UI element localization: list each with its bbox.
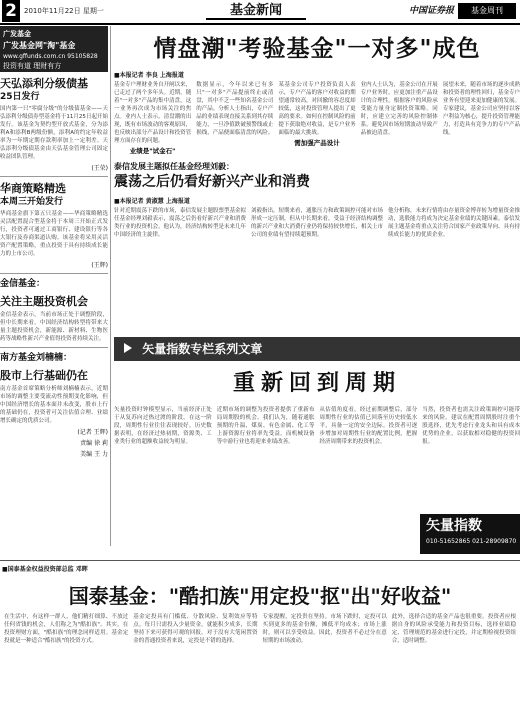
article-column: 近期市场的调整为投资者提供了重新布局周期股的机会。我们认为，随着通胀预期的升温，煤炭、有色金属、化工等上游资源行业将率先受益，而机械设备等中游行业也将迎来业绩改善。 (216, 407, 315, 445)
section-title: 基金新闻 (206, 2, 306, 20)
ad-brand: 广发基金 (3, 30, 31, 38)
designer-credit: 美编 王 力 (80, 451, 108, 458)
article-column (278, 81, 355, 157)
news1-headline: 天弘添利分级债基 (0, 77, 88, 90)
news2-signature: (王辉) (91, 262, 108, 269)
article3 (114, 404, 520, 545)
article4-headline: 国泰基金："酷扣族"用定投"抠"出"好收益" (68, 584, 452, 608)
news1-subhead: 25日发行 (0, 92, 40, 102)
news1-body: 国内第一只"零腐分级"的分级债基金——天弘添利分级债券型基金将于11月25日起开始发行。该基金为契约型开放式基金，分为添利A和添利B两级份额，添利A的约定年收益率为一年期定期存款利率加上一定利差。天弘添利分级债基金由天弘基金管理公司固定收益团队管理。 (0, 106, 108, 160)
news3-body: 金信基金表示，当前市场正处于调整阶段，但中长期来看，中国经济结构转型将带来大量主题投资机会，新能源、新材料、生物医药等战略性新兴产业值得投资者持续关注。 (0, 312, 108, 342)
lead-headline: 情盘潮"考验基金"一对多"成色 (153, 35, 481, 62)
issue-date: 2010年11月22日 星期一 (24, 7, 104, 15)
lead-article (114, 26, 520, 239)
series-label: 矢量指数专栏系列文章 (142, 342, 263, 356)
article-column: 数据显示，今年以来已有多只"一对多"产品提前终止或清盘，其中不乏一些知名基金公司的产品。分析人士指出，专户产品的业绩表现直接关系到其存续能力，一旦净值跌破预警线或止损线，产品便面临清盘的风险。 (196, 82, 274, 136)
news2-subhead: 本周三开始发行 (0, 197, 64, 207)
article-text: 基金专户理财业务自开闸以来，已走过了两个多年头。近期，随着"一对多"产品的集中清盘，这一业务再次成为市场关注的焦点。业内人士表示，清盘潮的出现，既有市场波动的客观原因，也反映出部分产品设计和投资管理方面存在的问题。 (114, 82, 192, 144)
page-header (0, 0, 520, 24)
article-column: 他分析称，未来行情将由存量资金博弈转为增量资金推动，选股能力将成为决定基金业绩的关键因素。泰信发展主题基金将重点关注符合国家产业政策导向、具有持续成长能力的优质企业。 (388, 208, 520, 238)
left-sidebar (0, 26, 111, 546)
article-column (114, 81, 191, 157)
column-subheading: 业绩是"试金石" (129, 147, 176, 155)
article2-kicker: 泰信发展主题拟任基金经理刘毅： (114, 162, 234, 171)
news4-subhead: 股市上行基础仍在 (0, 369, 88, 382)
article-column: 针对近期震荡下跌的市场，泰信发展主题股票型基金拟任基金经理刘毅表示，震荡之后仍看好新兴产业和消费类行业的投资机会。他认为，经济结构转型是未来几年中国经济的主旋律。 (114, 208, 247, 238)
article-column: 刘毅指出，短期来看，通胀压力和政策调控可能对市场形成一定压制，但从中长期来看，受益于经济结构调整的新兴产业和大消费行业仍将保持较快增长，相关上市公司的业绩有望持续超预期。 (251, 208, 384, 238)
article-column: 此外，选择合适的基金产品也很重要。投资者应根据自身的风险承受能力和投资目标，选择业绩稳定、管理规范的基金进行定投，并定期检视投资组合，适时调整。 (391, 614, 516, 644)
divider (0, 176, 108, 177)
article-column: 在生活中，有这样一群人，他们精打细算、不放过任何省钱的机会，人们称之为"酷扣族"。其实，在投资理财方面，"酷扣族"的理念同样适用。基金定投就是一种适合"酷扣族"的投资方式。 (4, 614, 129, 644)
vector-index-logo (420, 514, 520, 554)
bottom-article (0, 560, 520, 647)
article3-columns (114, 406, 520, 446)
article-column: 展望未来，随着市场的逐步成熟和投资者的理性回归，基金专户业务有望迎来更加健康的发展。专家建议，基金公司应坚持以客户利益为核心，提升投资管理能力，打造具有竞争力的专户产品线。 (442, 82, 520, 136)
article2-headline: 震荡之后仍看好新兴产业和消费 (114, 174, 310, 190)
ad-url: www.gffunds.com.cn 95105828 (3, 53, 98, 60)
article-column: 专家提醒，定投贵在坚持。市场下跌时，定投可以买到更多的基金份额，摊低平均成本；市场上涨时，则可以享受收益。因此，投资者不必过分在意短期的市场波动。 (262, 614, 387, 644)
article-column: 业内人士认为，基金公司在开展专户业务时，应更加注重产品设计的合理性，根据客户的风险承受能力量身定制投资策略。同时，应建立完善的风险控制体系，避免因市场短期波动导致产品被迫清盘。 (360, 82, 438, 136)
news2-body: 华商基金旗下第五只基金——华商策略精选灵活配置混合型基金将于本周三开始正式发行，投资者可通过工商银行、建设银行等各大银行及券商渠道认购。该基金将采用灵活资产配置策略，重点投资于具有持续成长能力的上市公司。 (0, 211, 108, 257)
triangle-icon (124, 343, 132, 353)
article-text: 某基金公司专户投资负责人表示，专户产品的客户对收益的期望通常较高，对回撤的容忍度却较低，这对投资管理人提出了更高的要求。如何在控制风险的前提下获取绝对收益，是专户业务面临的最大挑战。 (278, 82, 356, 136)
divider (0, 273, 108, 274)
news1-signature: (王荣) (91, 165, 108, 172)
divider (0, 347, 108, 348)
page-number: 2 (2, 0, 20, 22)
lead-columns (114, 81, 520, 157)
logo-phone: 010-51652865 021-28909870 (426, 538, 517, 545)
header-rule (0, 23, 520, 25)
article2-columns (114, 207, 520, 239)
column-subheading: 需加强产品设计 (294, 139, 340, 147)
newspaper-logo: 中国证券报 (408, 6, 454, 16)
article-column: 矢量投资时钟模型显示，当前经济正处于从复苏向过热过渡的阶段。在这一阶段，周期性行业往往表现较好。历史数据表明，在经济过热初期，资源类、工业类行业的超额收益较为明显。 (114, 407, 212, 445)
news4-body: 南方基金首席策略分析师刘楠楠表示，近期市场的调整主要受流动性预期变化影响，但中国经济增长的基本面并未改变，股市上行的基础仍在，投资者可关注估值合理、业绩增长确定的优质公司。 (0, 386, 108, 424)
article2-byline: ■本报记者 黄淑慧 上海报道 (114, 198, 190, 205)
article3-headline: 重新回到周期 (232, 370, 401, 396)
ad-headline: 广发基金网"淘"基金 (3, 41, 76, 50)
article-column: 基金定投具有门槛低、分散风险、复利效应等特点。每月只需投入少量资金，就能积少成多，长期坚持下来可获得可观的回报。对于没有大笔闲置资金的普通投资者来说，定投是不错的选择。 (133, 614, 258, 644)
news3-subhead: 关注主题投资机会 (0, 295, 88, 308)
article4-columns (0, 611, 520, 647)
news4-headline: 南方基金刘楠楠： (0, 353, 73, 363)
article-column: 当然，投资者也需关注政策调控可能带来的风险。建议在配置周期股时注重个股选择，优先考虑行业龙头和具有成本优势的企业，以获取相对稳健的投资回报。 (422, 407, 520, 445)
series-banner (114, 337, 520, 361)
article-column: 从估值角度看，经过前期调整后，部分周期性行业的估值已回落至历史较低水平，具备一定的安全边际。投资者可逐步增加对周期性行业的配置比例，把握经济周期带来的投资机会。 (319, 407, 418, 445)
weekly-stamp: 基金周刊 (458, 3, 516, 19)
news2-headline: 华商策略精选 (0, 182, 66, 195)
editor-credit: 责编 徐 莉 (80, 440, 108, 447)
lead-byline: ■本报记者 李良 上海报道 (114, 72, 184, 79)
news4-signature: (记者 王辉) (77, 429, 108, 436)
logo-name: 矢量指数 (426, 518, 482, 534)
article4-kicker: ■国泰基金权益投资部总监 邓晖 (2, 566, 88, 573)
news3-headline: 金信基金： (0, 279, 46, 289)
fund-advertisement[interactable] (0, 26, 108, 72)
ad-slogan: 投资有道 理财有方 (3, 62, 62, 70)
